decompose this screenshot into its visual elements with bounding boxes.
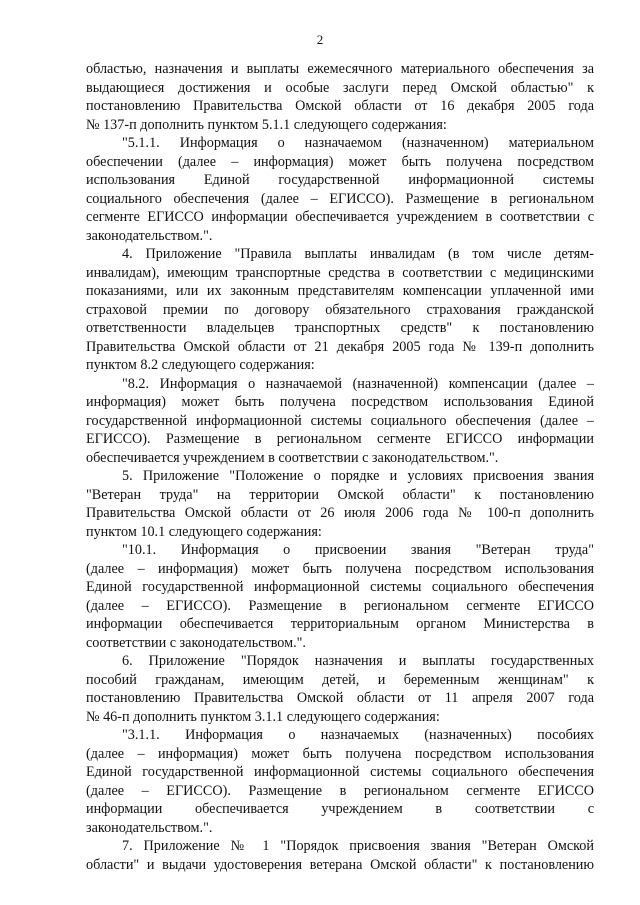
text-line: (далее – информация) может быть получена посредством использования	[86, 745, 594, 762]
text-line: выдающиеся достижения и особые заслуги перед Омской областью" к	[86, 79, 594, 96]
text-line: постановлению Правительства Омской области от 16 декабря 2005 года	[86, 98, 594, 114]
text-line: 6. Приложение "Порядок назначения и выплаты государственных	[122, 653, 594, 669]
text-line: Правительства Омской области от 21 декабря 2005 года № 139-п дополнить	[86, 338, 594, 355]
text-line: 5. Приложение "Положение о порядке и условиях присвоения звания	[122, 468, 594, 484]
document-body	[86, 60, 594, 874]
text-line: области" и выдачи удостоверения ветерана Омской области" к постановлению	[86, 856, 594, 873]
text-line: обеспечении (далее – информация) может быть получена посредством	[86, 153, 594, 170]
text-line: показаниями, или их законным представителям компенсации уплаченной ими	[86, 283, 594, 299]
text-line: законодательством.".	[86, 227, 213, 244]
text-line: "10.1. Информация о присвоении звания "Ветеран труда"	[122, 542, 594, 558]
text-line: информации обеспечивается территориальным органом Министерства в	[86, 616, 594, 632]
text-line: "5.1.1. Информация о назначаемом (назначенном) материальном	[122, 135, 594, 151]
text-line: социального обеспечения (далее – ЕГИССО). Размещение в региональном	[86, 190, 594, 207]
text-line: законодательством.".	[86, 819, 213, 836]
text-line: ЕГИССО). Размещение в региональном сегменте ЕГИССО информации	[86, 431, 594, 447]
text-line: (далее – ЕГИССО). Размещение в региональном сегменте ЕГИССО	[86, 597, 594, 614]
text-line: 7. Приложение № 1 "Порядок присвоения звания "Ветеран Омской	[122, 838, 594, 854]
text-line: Единой государственной информационной системы социального обеспечения	[86, 764, 594, 780]
text-line: пунктом 8.2 следующего содержания:	[86, 357, 315, 373]
text-line: информация) может быть получена посредством использования Единой	[86, 394, 594, 410]
text-line: постановлению Правительства Омской области от 11 апреля 2007 года	[86, 690, 594, 706]
text-line: Правительства Омской области от 26 июля 2006 года № 100-п дополнить	[86, 505, 594, 521]
text-line: Единой государственной информационной системы социального обеспечения	[86, 579, 594, 595]
text-line: "8.2. Информация о назначаемой (назначенной) компенсации (далее –	[122, 375, 594, 392]
text-line: (далее – ЕГИССО). Размещение в региональном сегменте ЕГИССО	[86, 782, 594, 799]
text-line: государственной информационной системы социального обеспечения (далее –	[86, 412, 594, 429]
text-line: "3.1.1. Информация о назначаемых (назначенных) пособиях	[122, 727, 594, 743]
text-line: пунктом 10.1 следующего содержания:	[86, 523, 322, 540]
text-line: информации обеспечивается учреждением в соответствии с	[86, 801, 594, 817]
text-line: "Ветеран труда" на территории Омской области" к постановлению	[86, 486, 594, 503]
text-line: обеспечивается учреждением в соответствии с законодательством.".	[86, 449, 499, 466]
text-line: использования Единой государственной информационной системы	[86, 172, 594, 188]
text-line: сегменте ЕГИССО информации обеспечивается учреждением в соответствии с	[86, 209, 594, 225]
text-line: областью, назначения и выплаты ежемесячного материального обеспечения за	[86, 61, 594, 77]
text-line: 4. Приложение "Правила выплаты инвалидам (в том числе детям-	[122, 246, 594, 262]
text-line: ответственности владельцев транспортных средств" к постановлению	[86, 320, 594, 336]
text-line: инвалидам), имеющим транспортные средства в соответствии с медицинскими	[86, 264, 594, 281]
text-line: пособий гражданам, имеющим детей, и беременным женщинам" к	[86, 671, 594, 688]
text-line: соответствии с законодательством.".	[86, 634, 306, 651]
text-line: страховой премии по договору обязательного страхования гражданской	[86, 301, 594, 318]
text-line: № 46-п дополнить пунктом 3.1.1 следующего содержания:	[86, 708, 440, 725]
page-number: 2	[316, 32, 324, 47]
text-line: (далее – информация) может быть получена посредством использования	[86, 560, 594, 577]
text-line: № 137-п дополнить пунктом 5.1.1 следующего содержания:	[86, 116, 447, 133]
